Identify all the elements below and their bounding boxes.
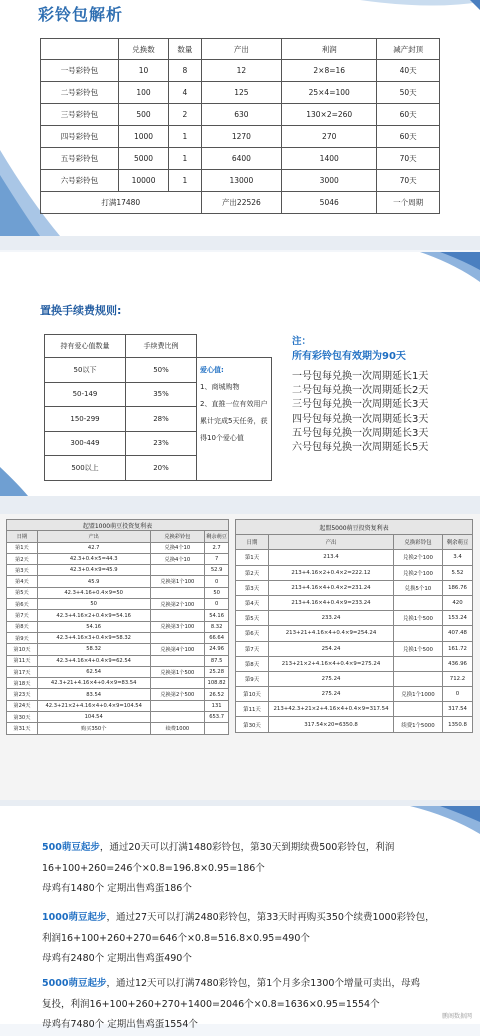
- table-row: [236, 641, 473, 656]
- compound-table-1000: [6, 519, 229, 735]
- table-cell: 二号彩铃包: [41, 82, 119, 104]
- table-cell: 兑换1个1000: [394, 687, 443, 702]
- table-cell: 五号彩铃包: [41, 148, 119, 170]
- table-cell: 兑换第1个500: [150, 666, 205, 677]
- table-row: [7, 712, 229, 723]
- table-row: [236, 626, 473, 641]
- table-row: [41, 126, 440, 148]
- table-row: [7, 644, 229, 655]
- strategy-line: 母鸡有7480个 定期出售鸡蛋1554个: [42, 1019, 198, 1031]
- table-cell: 0: [205, 599, 229, 610]
- table-row: [236, 550, 473, 565]
- table-row: [7, 565, 229, 576]
- table-cell: 第30天: [236, 717, 269, 732]
- fee-rules-title: 置换手续费规则:: [40, 304, 122, 317]
- footer-output: 产出22526: [201, 192, 282, 214]
- table-cell: 100: [118, 82, 168, 104]
- table-cell: 131: [205, 700, 229, 711]
- table-row: [41, 170, 440, 192]
- love-value-line: 2、直推一位有效用户: [200, 400, 268, 408]
- table-cell: 第30天: [7, 712, 38, 723]
- table-cell: 653.7: [205, 712, 229, 723]
- table-cell: [150, 632, 205, 643]
- table-cell: 第10天: [7, 644, 38, 655]
- header-cell: 兑换数: [118, 39, 168, 60]
- table-row: [7, 666, 229, 677]
- table-cell: 104.54: [37, 712, 150, 723]
- table-cell: 0: [443, 687, 473, 702]
- table-cell: 第2天: [7, 553, 38, 564]
- table-cell: 20%: [126, 456, 197, 481]
- table-cell: [394, 626, 443, 641]
- table-cell: 317.54: [443, 702, 473, 717]
- note-title: 所有彩铃包有效期为90天: [292, 351, 406, 362]
- table-cell: 42.3+4.16×2+0.4×9=54.16: [37, 610, 150, 621]
- table-cell: 第7天: [236, 641, 269, 656]
- table-cell: 8.32: [205, 621, 229, 632]
- table-row: [41, 148, 440, 170]
- love-value-note: [197, 358, 272, 481]
- table-cell: 一号彩铃包: [41, 60, 119, 82]
- table-row: [236, 717, 473, 732]
- table-cell: 3.4: [443, 550, 473, 565]
- table-cell: 12: [201, 60, 282, 82]
- table-cell: 第23天: [7, 689, 38, 700]
- table-cell: 13000: [201, 170, 282, 192]
- table-cell: 兑换4个10: [150, 553, 205, 564]
- table-row: [236, 611, 473, 626]
- validity-note: [292, 334, 406, 364]
- table-cell: 500以上: [45, 456, 126, 481]
- table-cell: 153.24: [443, 611, 473, 626]
- table-row: [41, 60, 440, 82]
- table-row: [45, 358, 272, 383]
- table-cell: [150, 678, 205, 689]
- header-cell: 日期: [7, 531, 38, 542]
- love-value-line: 得10个爱心值: [200, 434, 244, 442]
- table-cell: 66.64: [205, 632, 229, 643]
- table-cell: 第10天: [236, 687, 269, 702]
- table-caption-row: [7, 520, 229, 531]
- table-row: [7, 621, 229, 632]
- table-cell: 兑换第1个100: [150, 576, 205, 587]
- table-cell: 兑换2个100: [394, 565, 443, 580]
- table-cell: 兑换第2个100: [150, 599, 205, 610]
- table-cell: 317.54×20=6350.8: [269, 717, 394, 732]
- footer-profit: 5046: [282, 192, 377, 214]
- table-cell: 42.3+0.4×9=45.9: [37, 565, 150, 576]
- table-row: [236, 595, 473, 610]
- table-cell: 1: [169, 170, 201, 192]
- table-row: [236, 580, 473, 595]
- table-cell: 87.5: [205, 655, 229, 666]
- table-cell: 50天: [377, 82, 440, 104]
- table-cell: 50以下: [45, 358, 126, 383]
- table-cell: 第1天: [236, 550, 269, 565]
- table-cell: 第11天: [7, 655, 38, 666]
- table-cell: 第1天: [7, 542, 38, 553]
- table-row: [7, 576, 229, 587]
- table-cell: 42.3+4.16+0.4×9=50: [37, 587, 150, 598]
- love-value-title: 爱心值:: [200, 366, 224, 374]
- table-row: [7, 723, 229, 734]
- table-cell: 六号彩铃包: [41, 170, 119, 192]
- table-cell: 125: [201, 82, 282, 104]
- table-cell: 4: [169, 82, 201, 104]
- table-cell: 270: [282, 126, 377, 148]
- table-row: [7, 599, 229, 610]
- table-cell: 第3天: [236, 580, 269, 595]
- separator: [0, 236, 480, 250]
- compound-table-5000-body: [236, 550, 473, 732]
- strategy-5000: [42, 974, 420, 1036]
- strategy-highlight: 5000萌豆起步: [42, 978, 107, 989]
- extension-rule: 三号包每兑换一次周期延长3天: [292, 399, 429, 411]
- table-cell: 130×2=260: [282, 104, 377, 126]
- table-cell: 25×4=100: [282, 82, 377, 104]
- header-cell: 产出: [269, 535, 394, 550]
- page-title: 彩铃包解析: [38, 5, 124, 24]
- table-cell: 60天: [377, 126, 440, 148]
- table-cell: 兑换2个100: [394, 550, 443, 565]
- header-cell: 剩余萌豆: [205, 531, 229, 542]
- table-cell: 42.3+4.16×4+0.4×9=62.54: [37, 655, 150, 666]
- table-cell: 58.32: [37, 644, 150, 655]
- table-cell: 第8天: [7, 621, 38, 632]
- table-cell: 52.9: [205, 565, 229, 576]
- table-cell: 275.24: [269, 671, 394, 686]
- table-cell: [394, 671, 443, 686]
- table-cell: 兑换5个10: [394, 580, 443, 595]
- fee-table: [44, 334, 272, 481]
- table-cell: 108.82: [205, 678, 229, 689]
- table-header-row: [7, 531, 229, 542]
- table-cell: 42.7: [37, 542, 150, 553]
- table-caption: 起盟1000萌豆投资复利表: [7, 520, 229, 531]
- header-cell: 手续费比例: [126, 335, 197, 358]
- table-cell: 2.7: [205, 542, 229, 553]
- table-cell: 兑换第3个100: [150, 621, 205, 632]
- table-cell: 2×8=16: [282, 60, 377, 82]
- table-cell: 23%: [126, 431, 197, 456]
- table-cell: [150, 700, 205, 711]
- table-cell: 5.52: [443, 565, 473, 580]
- table-cell: 213.4: [269, 550, 394, 565]
- table-row: [236, 702, 473, 717]
- table-cell: 3000: [282, 170, 377, 192]
- table-cell: 第7天: [7, 610, 38, 621]
- table-cell: 213+4.16×4+0.4×2=231.24: [269, 580, 394, 595]
- table-cell: 70天: [377, 148, 440, 170]
- table-cell: 50: [37, 599, 150, 610]
- love-value-line: 1、商城购物: [200, 383, 240, 391]
- table-cell: 233.24: [269, 611, 394, 626]
- table-row: [41, 104, 440, 126]
- table-row: [236, 687, 473, 702]
- table-header-row: [45, 335, 272, 358]
- table-cell: 第4天: [7, 576, 38, 587]
- table-row: [236, 656, 473, 671]
- table-row: [7, 610, 229, 621]
- table-header-row: [236, 535, 473, 550]
- table-cell: [150, 655, 205, 666]
- table-cell: 213+21×2+4.16×4+0.4×9=275.24: [269, 656, 394, 671]
- strategy-highlight: 1000萌豆起步: [42, 912, 107, 923]
- table-cell: 213+21+4.16×4+0.4×9=254.24: [269, 626, 394, 641]
- strategy-line: 母鸡有2480个 定期出售鸡蛋490个: [42, 953, 192, 965]
- table-cell: 兑换第2个500: [150, 689, 205, 700]
- extension-rule: 一号包每兑换一次周期延长1天: [292, 371, 429, 382]
- table-cell: 54.16: [205, 610, 229, 621]
- table-cell: 第2天: [236, 565, 269, 580]
- header-cell: 利润: [282, 39, 377, 60]
- table-cell: 186.76: [443, 580, 473, 595]
- table-row: [7, 553, 229, 564]
- note-label: 注：: [292, 336, 312, 347]
- table-cell: 续费1000: [150, 723, 205, 734]
- table-row: [7, 542, 229, 553]
- header-cell: 剩余萌豆: [443, 535, 473, 550]
- table-cell: 420: [443, 595, 473, 610]
- table-cell: 1000: [118, 126, 168, 148]
- strategy-highlight: 500萌豆起步: [42, 842, 100, 853]
- table-cell: 第17天: [7, 666, 38, 677]
- extension-rules: [292, 370, 428, 455]
- table-cell: 7: [205, 553, 229, 564]
- table-cell: 62.54: [37, 666, 150, 677]
- watermark: 鹏阁数据网: [441, 1013, 472, 1020]
- table-row: [41, 82, 440, 104]
- table-cell: 26.52: [205, 689, 229, 700]
- table-cell: 第24天: [7, 700, 38, 711]
- extension-rule: 二号包每兑换一次周期延长2天: [292, 385, 429, 397]
- table-cell: 407.48: [443, 626, 473, 641]
- table-cell: 35%: [126, 382, 197, 407]
- table-cell: 24.96: [205, 644, 229, 655]
- table-cell: 50%: [126, 358, 197, 383]
- table-cell: 第9天: [7, 632, 38, 643]
- separator: [0, 496, 480, 514]
- package-table: [40, 38, 440, 214]
- table-cell: 兑换1个500: [394, 611, 443, 626]
- table-cell: 6400: [201, 148, 282, 170]
- strategy-line: [42, 838, 394, 859]
- love-value-line: 累计完成5天任务，获: [200, 417, 268, 425]
- table-cell: 150-299: [45, 407, 126, 432]
- strategy-text: ，通过12天可以打满7480彩铃包，第1个月多余1300个增量可卖出，母鸡: [106, 978, 420, 989]
- table-caption-row: [236, 520, 473, 535]
- strategy-line: 母鸡有1480个 定期出售鸡蛋186个: [42, 883, 192, 895]
- table-cell: 第6天: [236, 626, 269, 641]
- table-cell: 42.3+0.4×5=44.3: [37, 553, 150, 564]
- table-cell: 第3天: [7, 565, 38, 576]
- table-cell: 2: [169, 104, 201, 126]
- table-cell: 第9天: [236, 671, 269, 686]
- extension-rule: 五号包每兑换一次周期延长3天: [292, 427, 429, 439]
- table-cell: 兑换1个500: [394, 641, 443, 656]
- header-cell: 减产封顶: [377, 39, 440, 60]
- table-cell: 1270: [201, 126, 282, 148]
- table-cell: [394, 656, 443, 671]
- table-row: [7, 655, 229, 666]
- table-cell: 83.54: [37, 689, 150, 700]
- table-cell: 续费1个5000: [394, 717, 443, 732]
- table-cell: 60天: [377, 104, 440, 126]
- table-cell: 436.96: [443, 656, 473, 671]
- header-cell: 产出: [201, 39, 282, 60]
- table-cell: 40天: [377, 60, 440, 82]
- table-cell: 第31天: [7, 723, 38, 734]
- table-cell: 0: [205, 576, 229, 587]
- table-cell: 8: [169, 60, 201, 82]
- table-caption: 起盟5000萌豆投资复利表: [236, 520, 473, 535]
- table-cell: 275.24: [269, 687, 394, 702]
- table-cell: 1: [169, 148, 201, 170]
- table-row: [7, 587, 229, 598]
- extension-rule: 六号包每兑换一次周期延长5天: [292, 442, 429, 454]
- table-cell: [150, 712, 205, 723]
- empty-header: [197, 335, 272, 358]
- table-cell: [150, 565, 205, 576]
- table-cell: 25.28: [205, 666, 229, 677]
- strategy-line: 复投，利润16+100+260+270+1400=2046个×0.8=1636×0.95=1554个: [42, 998, 380, 1010]
- table-cell: [394, 702, 443, 717]
- header-cell: 产出: [37, 531, 150, 542]
- table-cell: 1: [169, 126, 201, 148]
- footer-period: 一个周期: [377, 192, 440, 214]
- strategy-text: ，通过20天可以打满1480彩铃包，第30天到期续费500彩铃包，利润: [99, 842, 395, 853]
- table-row: [236, 565, 473, 580]
- table-cell: 5000: [118, 148, 168, 170]
- table-cell: 213+42.3+21×2+4.16×4+0.4×9=317.54: [269, 702, 394, 717]
- table-cell: 54.16: [37, 621, 150, 632]
- compound-table-1000-body: [7, 542, 229, 734]
- table-cell: 50: [205, 587, 229, 598]
- table-cell: 213+4.16×2+0.4×2=222.12: [269, 565, 394, 580]
- table-cell: 45.9: [37, 576, 150, 587]
- footer-total: 打满17480: [41, 192, 202, 214]
- table-cell: [150, 610, 205, 621]
- table-row: [7, 700, 229, 711]
- table-row: [7, 632, 229, 643]
- header-cell: 数量: [169, 39, 201, 60]
- table-cell: [394, 595, 443, 610]
- table-cell: 712.2: [443, 671, 473, 686]
- header-cell: 持有爱心值数量: [45, 335, 126, 358]
- table-header-row: [41, 39, 440, 60]
- table-cell: 第8天: [236, 656, 269, 671]
- table-cell: 10: [118, 60, 168, 82]
- strategy-line: [42, 974, 420, 995]
- table-cell: 兑换第4个100: [150, 644, 205, 655]
- strategy-line: 16+100+260=246个×0.8=196.8×0.95=186个: [42, 862, 265, 874]
- extension-rule: 四号包每兑换一次周期延长3天: [292, 413, 429, 425]
- table-cell: 1350.8: [443, 717, 473, 732]
- table-cell: 兑换4个10: [150, 542, 205, 553]
- table-cell: 630: [201, 104, 282, 126]
- table-cell: 第4天: [236, 595, 269, 610]
- table-cell: 三号彩铃包: [41, 104, 119, 126]
- table-cell: 42.3+21×2+4.16×4+0.4×9=104.54: [37, 700, 150, 711]
- table-cell: 10000: [118, 170, 168, 192]
- table-row: [7, 678, 229, 689]
- table-row: [7, 689, 229, 700]
- table-cell: 70天: [377, 170, 440, 192]
- table-cell: [205, 723, 229, 734]
- table-cell: 购买350个: [37, 723, 150, 734]
- table-cell: 500: [118, 104, 168, 126]
- table-cell: 42.3+4.16×3+0.4×9=58.32: [37, 632, 150, 643]
- table-cell: 213+4.16×4+0.4×9=233.24: [269, 595, 394, 610]
- strategy-1000: [42, 908, 435, 970]
- table-cell: 第18天: [7, 678, 38, 689]
- strategy-500: [42, 838, 394, 900]
- table-cell: 300-449: [45, 431, 126, 456]
- table-cell: 50-149: [45, 382, 126, 407]
- table-cell: 第5天: [7, 587, 38, 598]
- table-cell: 254.24: [269, 641, 394, 656]
- header-cell: 兑换彩铃包: [150, 531, 205, 542]
- table-cell: 第11天: [236, 702, 269, 717]
- table-cell: [150, 587, 205, 598]
- table-footer-row: [41, 192, 440, 214]
- table-cell: 第5天: [236, 611, 269, 626]
- header-cell: 日期: [236, 535, 269, 550]
- table-cell: 第6天: [7, 599, 38, 610]
- strategy-text: ，通过27天可以打满2480彩铃包，第33天时再购买350个续费1000彩铃包，: [106, 912, 435, 923]
- table-cell: 1400: [282, 148, 377, 170]
- table-cell: 42.3+21+4.16×4+0.4×9=83.54: [37, 678, 150, 689]
- header-cell: [41, 39, 119, 60]
- table-cell: 四号彩铃包: [41, 126, 119, 148]
- strategy-line: [42, 908, 435, 929]
- table-row: [236, 671, 473, 686]
- strategy-line: 利润16+100+260+270=646个×0.8=516.8×0.95=490个: [42, 932, 310, 944]
- header-cell: 兑换彩铃包: [394, 535, 443, 550]
- table-cell: 28%: [126, 407, 197, 432]
- table-cell: 161.72: [443, 641, 473, 656]
- compound-table-5000: [235, 519, 473, 733]
